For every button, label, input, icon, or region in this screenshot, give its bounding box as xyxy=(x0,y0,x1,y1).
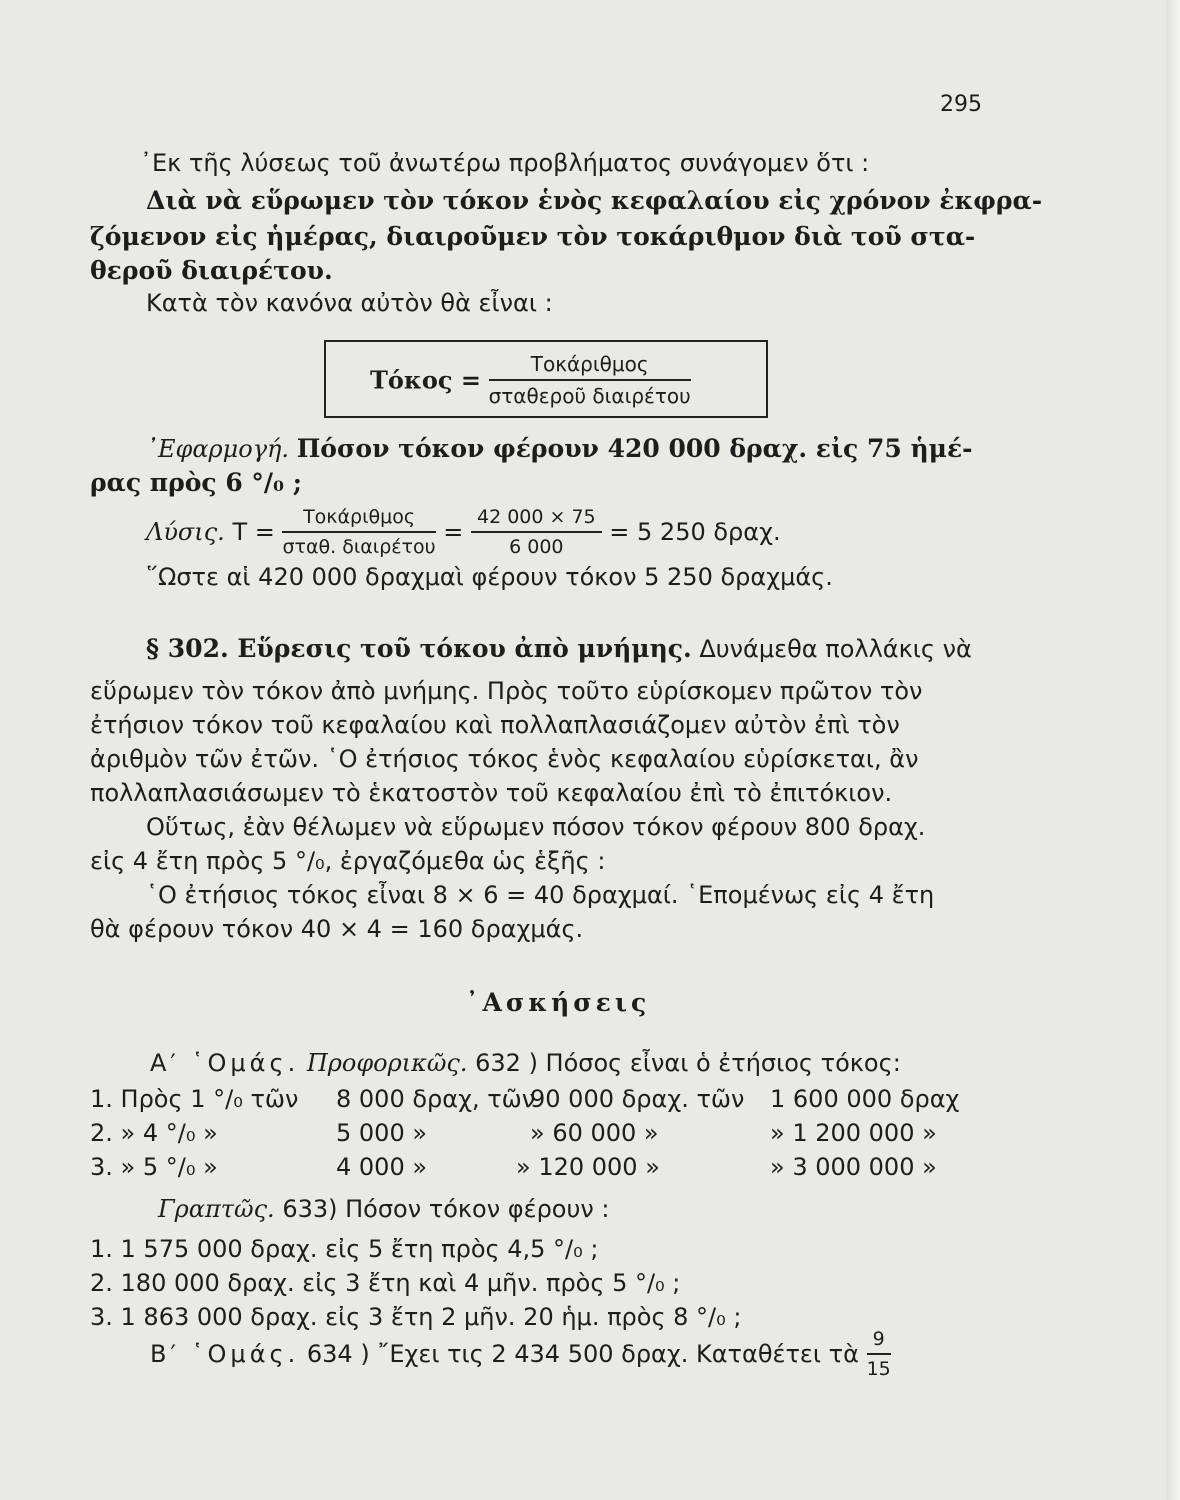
solution-label: Λύσις. xyxy=(146,518,225,546)
written-item: 2. 180 000 δραχ. εἰς 3 ἔτη καὶ 4 μῆν. πρὸς 5 °/₀ ; xyxy=(90,1269,681,1297)
solution-fraction-2 xyxy=(471,506,602,558)
rule-line-3: θεροῦ διαιρέτου. xyxy=(90,256,333,285)
solution-frac1-denominator: σταθ. διαιρέτου xyxy=(282,536,436,558)
group-b-text: 634 ) ῎Εχει τις 2 434 500 δραχ. Καταθέτει τὰ xyxy=(306,1340,859,1368)
application-line-1 xyxy=(146,434,973,464)
section-line: Οὕτως, ἐὰν θέλωμεν νὰ εὕρωμεν πόσον τόκον φέρουν 800 δραχ. xyxy=(146,813,926,841)
group-a-cell: » 60 000 » xyxy=(530,1119,659,1147)
group-b-frac-denominator: 15 xyxy=(866,1358,891,1380)
section-line: θὰ φέρουν τόκον 40 × 4 = 160 δραχμάς. xyxy=(90,915,584,943)
formula-lhs: Τόκος = xyxy=(370,365,481,395)
group-a-question: 632 ) Πόσος εἶναι ὁ ἐτήσιος τόκος: xyxy=(475,1049,901,1077)
solution-equals: = xyxy=(443,518,464,546)
rule-intro: Κατὰ τὸν κανόνα αὐτὸν θὰ εἶναι : xyxy=(146,289,553,317)
group-a-cell: 5 000 » xyxy=(336,1119,428,1147)
group-a-cell: 1 600 000 δραχ xyxy=(770,1085,960,1113)
intro-paragraph: ᾿Εκ τῆς λύσεως τοῦ ἀνωτέρω προβλήματος συνάγομεν ὅτι : xyxy=(140,149,870,177)
solution-result: = 5 250 δραχ. xyxy=(609,518,781,546)
section-line1-rest: Δυνάμεθα πολλάκις νὰ xyxy=(699,635,972,663)
solution-line xyxy=(146,506,781,558)
written-mode: Γραπτῶς. xyxy=(158,1195,275,1223)
group-b-label: Β′ ῾Ομάς. xyxy=(150,1340,300,1368)
page-edge-shadow xyxy=(1166,0,1180,1500)
group-a-cell: » 120 000 » xyxy=(516,1153,660,1181)
written-header xyxy=(158,1194,610,1224)
section-line: ῾Ο ἐτήσιος τόκος εἶναι 8 × 6 = 40 δραχμαί. ῾Επομένως εἰς 4 ἔτη xyxy=(146,881,935,909)
group-b-fraction xyxy=(867,1328,891,1380)
section-line: εἰς 4 ἔτη πρὸς 5 °/₀, ἐργαζόμεθα ὡς ἑξῆς : xyxy=(90,847,606,875)
section-line: ἐτήσιον τόκον τοῦ κεφαλαίου καὶ πολλαπλασιάζομεν αὐτὸν ἐπὶ τὸν xyxy=(90,711,900,739)
formula-fraction xyxy=(489,352,691,408)
group-a-cell: 4 000 » xyxy=(336,1153,428,1181)
group-b-frac-numerator: 9 xyxy=(867,1328,891,1355)
group-a-label: Α′ ῾Ομάς. xyxy=(150,1049,300,1077)
written-item: 1. 1 575 000 δραχ. εἰς 5 ἔτη πρὸς 4,5 °/₀ ; xyxy=(90,1235,599,1263)
conclusion: ῞Ωστε αἱ 420 000 δραχμαὶ φέρουν τόκον 5 250 δραχμάς. xyxy=(146,563,833,591)
group-a-cell: 8 000 δραχ, τῶν xyxy=(336,1085,536,1113)
rule-line-1: Διὰ νὰ εὕρωμεν τὸν τόκον ἑνὸς κεφαλαίου εἰς χρόνον ἐκφρα- xyxy=(146,186,1043,215)
formula-denominator: σταθεροῦ διαιρέτου xyxy=(488,384,691,408)
group-a-cell: 1. Πρὸς 1 °/₀ τῶν xyxy=(90,1085,299,1113)
written-item: 3. 1 863 000 δραχ. εἰς 3 ἔτη 2 μῆν. 20 ἡμ. πρὸς 8 °/₀ ; xyxy=(90,1303,742,1331)
application-label: ᾿Εφαρμογή. xyxy=(146,435,290,463)
section-first-line xyxy=(146,634,972,664)
solution-t-eq: Τ = xyxy=(232,518,275,546)
solution-frac2-denominator: 6 000 xyxy=(509,536,564,558)
group-a-cell: 3. » 5 °/₀ » xyxy=(90,1153,218,1181)
group-a-cell: 90 000 δραχ. τῶν xyxy=(530,1085,745,1113)
rule-line-2: ζόμενον εἰς ἡμέρας, διαιροῦμεν τὸν τοκάριθμον διὰ τοῦ στα- xyxy=(90,222,976,251)
section-line: εὕρωμεν τὸν τόκον ἀπὸ μνήμης. Πρὸς τοῦτο εὑρίσκομεν πρῶτον τὸν xyxy=(90,677,923,705)
page-number: 295 xyxy=(940,92,982,117)
formula-numerator: Τοκάριθμος xyxy=(489,352,691,381)
solution-fraction-1 xyxy=(282,506,435,558)
section-line: ἀριθμὸν τῶν ἐτῶν. ῾Ο ἐτήσιος τόκος ἑνὸς κεφαλαίου εὑρίσκεται, ἂν xyxy=(90,745,919,773)
written-question: 633) Πόσον τόκον φέρουν : xyxy=(282,1195,610,1223)
section-line: πολλαπλασιάσωμεν τὸ ἑκατοστὸν τοῦ κεφαλαίου ἐπὶ τὸ ἐπιτόκιον. xyxy=(90,779,893,807)
application-question-1: Πόσον τόκον φέρουν 420 000 δραχ. εἰς 75 ἡμέ- xyxy=(296,434,973,463)
formula-box xyxy=(324,340,768,418)
group-a-header xyxy=(150,1048,901,1078)
group-b-line xyxy=(150,1328,891,1380)
solution-frac2-numerator: 42 000 × 75 xyxy=(471,506,602,533)
exercises-title: ᾿Ασκήσεις xyxy=(466,988,651,1017)
group-a-cell: » 1 200 000 » xyxy=(770,1119,937,1147)
section-heading: § 302. Εὕρεσις τοῦ τόκου ἀπὸ μνήμης. xyxy=(146,634,692,663)
solution-frac1-numerator: Τοκάριθμος xyxy=(282,506,435,533)
group-a-mode: Προφορικῶς. xyxy=(306,1049,468,1077)
application-question-2: ρας πρὸς 6 °/₀ ; xyxy=(90,468,302,497)
group-a-cell: » 3 000 000 » xyxy=(770,1153,937,1181)
group-a-cell: 2. » 4 °/₀ » xyxy=(90,1119,218,1147)
